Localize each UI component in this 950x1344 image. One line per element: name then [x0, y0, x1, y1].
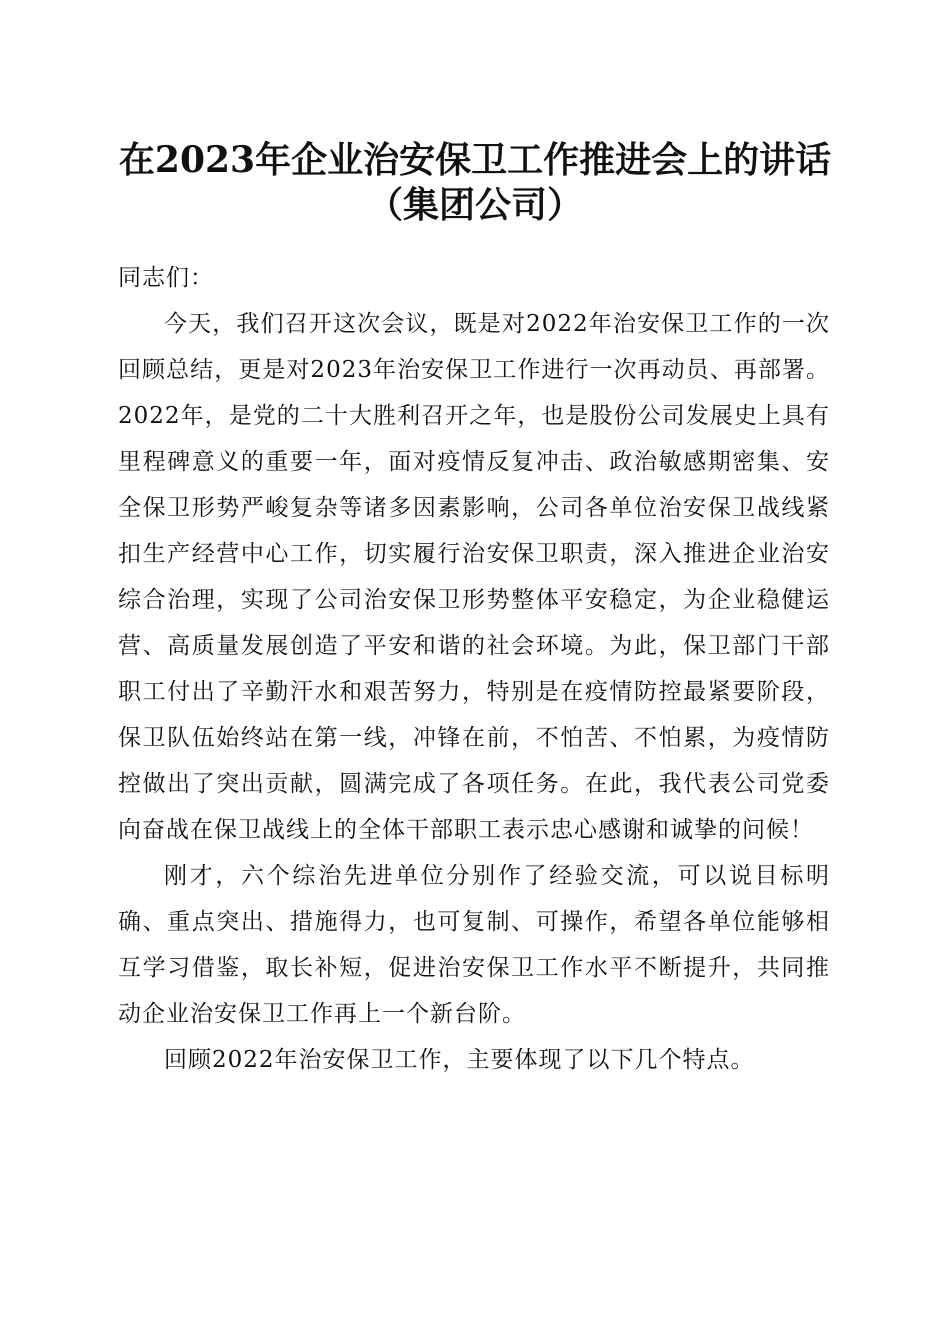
paragraph-3: 回顾2022年治安保卫工作，主要体现了以下几个特点。 — [164, 1047, 755, 1073]
paragraph-1: 今天，我们召开这次会议，既是对2022年治安保卫工作的一次回顾总结，更是对2023年治安保卫工作进行一次再动员、再部署。2022年，是党的二十大胜利召开之年，也是股份公司发展史上具有里程碑意义的重要一年，面对疫情反复冲击、政治敏感期密集、安全保卫形势严峻复杂等诸多因素影响，公司各单位治安保卫战线紧扣生产经营中心工作，切实履行治安保卫职责，深入推进企业治安综合治理，实现了公司治安保卫形势整体平安稳定，为企业稳健运营、高质量发展创造了平安和谐的社会环境。为此，保卫部门干部职工付出了辛勤汗水和艰苦努力，特别是在疫情防控最紧要阶段，保卫队伍始终站在第一线，冲锋在前，不怕苦、不怕累，为疫情防控做出了突出贡献，圆满完成了各项任务。在此，我代表公司党委向奋战在保卫战线上的全体干部职工表示忠心感谢和诚挚的问候！ — [118, 311, 830, 843]
document-title: 在2023年企业治安保卫工作推进会上的讲话 — [118, 139, 832, 181]
paragraph-2: 刚才，六个综治先进单位分别作了经验交流，可以说目标明确、重点突出、措施得力，也可复制、可操作，希望各单位能够相互学习借鉴，取长补短，促进治安保卫工作水平不断提升，共同推动企业治安保卫工作再上一个新台阶。 — [118, 863, 830, 1027]
document-subtitle: （集团公司） — [366, 184, 583, 226]
salutation: 同志们： — [118, 265, 214, 291]
document-body — [118, 255, 830, 1083]
